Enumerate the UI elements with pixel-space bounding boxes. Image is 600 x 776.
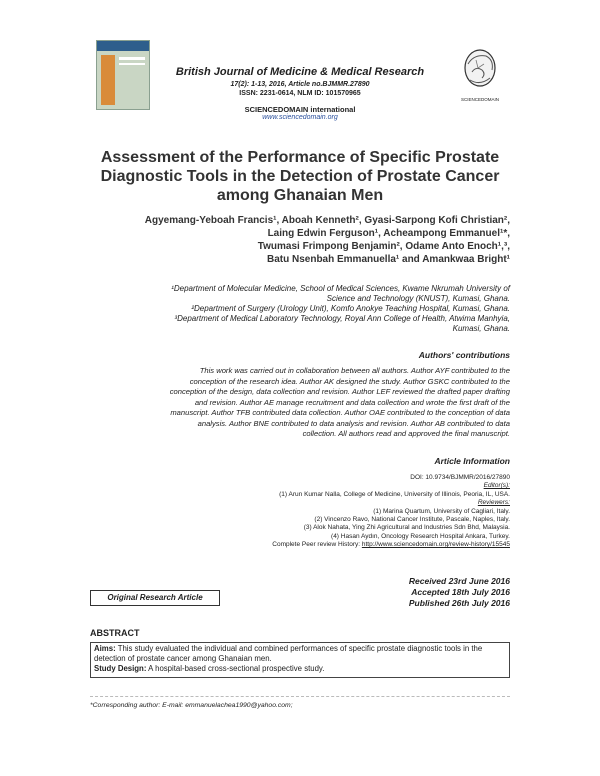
aims-label: Aims: bbox=[94, 644, 116, 653]
author-line: Agyemang-Yeboah Francis¹, Aboah Kenneth², Gyasi-Sarpong Kofi Christian², bbox=[144, 215, 510, 226]
design-label: Study Design: bbox=[94, 664, 147, 673]
accepted-date: Accepted 18th July 2016 bbox=[411, 587, 510, 597]
contributions-text bbox=[90, 366, 510, 440]
affiliation-line: Kumasi, Ghana. bbox=[452, 324, 510, 333]
contribution-line: analysis. Author BNE contributed to data analysis and revision. Author AB contributed to data bbox=[197, 418, 510, 428]
article-type-badge: Original Research Article bbox=[90, 590, 220, 606]
sciencedomain-logo-icon bbox=[456, 46, 504, 106]
review-history-link[interactable]: http://www.sciencedomain.org/review-history/15545 bbox=[361, 541, 510, 549]
paper-title bbox=[80, 148, 520, 205]
contributions-heading: Authors' contributions bbox=[418, 350, 510, 360]
publication-dates bbox=[350, 576, 510, 609]
contribution-line: and revision. Author AE manage recruitment and data collection and wrote the first draft of the bbox=[194, 397, 510, 407]
article-info-heading: Article Information bbox=[434, 456, 510, 466]
reviewers-label: Reviewers: bbox=[477, 499, 510, 507]
contribution-line: This work was carried out in collaboration between all authors. Author AYF contributed to the bbox=[199, 366, 510, 375]
editor-entry: (1) Arun Kumar Nalla, College of Medicine, University of Illinois, Peoria, IL, USA. bbox=[279, 490, 510, 498]
affiliations bbox=[90, 284, 510, 334]
journal-volume: 17(2): 1-13, 2016, Article no.BJMMR.27890 bbox=[230, 81, 370, 88]
reviewer-entry: (3) Alok Nahata, Ying Zhi Agricultural and Industries Sdn Bhd, Malaysia. bbox=[303, 524, 510, 532]
affiliation-line: ²Department of Surgery (Urology Unit), Komfo Anokye Teaching Hospital, Kumasi, Ghana. bbox=[191, 304, 510, 313]
title-line: among Ghanaian Men bbox=[216, 187, 384, 204]
abstract-aims bbox=[94, 644, 506, 664]
journal-cover-image bbox=[96, 40, 150, 110]
aims-text: This study evaluated the individual and combined performances of specific prostate diagnostic tools in the detection of prostate cancer among Ghanaian men. bbox=[94, 644, 483, 663]
author-list bbox=[90, 214, 510, 266]
contribution-line: manuscript. Author TFB contributed data collection. Author OAE contributed to the conception of data bbox=[170, 408, 510, 417]
reviewer-entry: (4) Hasan Aydın, Oncology Research Hospital Ankara, Turkey. bbox=[331, 532, 510, 540]
author-line: Laing Edwin Ferguson¹, Acheampong Emmanuel¹*, bbox=[267, 228, 510, 239]
author-line: Twumasi Frimpong Benjamin², Odame Anto Enoch¹,³, bbox=[257, 241, 510, 252]
journal-name: British Journal of Medicine & Medical Research bbox=[175, 66, 425, 78]
logo-text: SCIENCEDOMAIN bbox=[460, 97, 500, 102]
editors-label: Editor(s): bbox=[483, 482, 510, 490]
affiliation-line: ³Department of Medical Laboratory Technology, Royal Ann College of Health, Atwima Manhyia, bbox=[174, 314, 510, 323]
design-text: A hospital-based cross-sectional prospective study. bbox=[148, 664, 325, 673]
reviewer-entry: (2) Vincenzo Ravo, National Cancer Institute, Pascale, Naples, Italy. bbox=[314, 516, 510, 524]
journal-issn: ISSN: 2231-0614, NLM ID: 101570965 bbox=[239, 90, 361, 97]
review-history bbox=[160, 541, 510, 549]
abstract-design bbox=[94, 664, 506, 674]
received-date: Received 23rd June 2016 bbox=[408, 576, 510, 586]
abstract-box bbox=[90, 642, 510, 678]
publisher-url[interactable]: www.sciencedomain.org bbox=[262, 114, 338, 121]
title-line: Assessment of the Performance of Specific Prostate bbox=[100, 149, 500, 166]
affiliation-line: ¹Department of Molecular Medicine, School of Medical Sciences, Kwame Nkrumah University of bbox=[171, 284, 510, 293]
published-date: Published 26th July 2016 bbox=[408, 598, 510, 608]
abstract-heading: ABSTRACT bbox=[90, 628, 140, 638]
corresponding-author-footnote: *Corresponding author: E-mail: emmanuelachea1990@yahoo.com; bbox=[90, 702, 293, 709]
footnote-divider bbox=[90, 696, 510, 697]
contribution-line: conception of the research idea. Author AK designed the study. Author GSKC contributed to the bbox=[189, 376, 510, 386]
affiliation-line: Science and Technology (KNUST), Kumasi, Ghana. bbox=[326, 294, 510, 303]
title-line: Diagnostic Tools in the Detection of Prostate Cancer bbox=[100, 168, 500, 185]
publisher-name: SCIENCEDOMAIN international bbox=[244, 105, 356, 114]
author-line: Batu Nsenbah Emmanuella¹ and Amankwaa Bright¹ bbox=[266, 254, 510, 265]
reviewer-entry: (1) Marina Quartum, University of Cagliari, Italy. bbox=[373, 507, 510, 515]
contribution-line: collection. All authors read and approved the final manuscript. bbox=[302, 429, 510, 438]
review-history-label: Complete Peer review History: bbox=[272, 541, 361, 549]
contribution-line: conception of the design, data collection and revision. Author LEF reviewed the drafted paper drafting bbox=[169, 387, 510, 396]
article-info bbox=[160, 474, 510, 550]
doi: DOI: 10.9734/BJMMR/2016/27890 bbox=[410, 474, 510, 481]
